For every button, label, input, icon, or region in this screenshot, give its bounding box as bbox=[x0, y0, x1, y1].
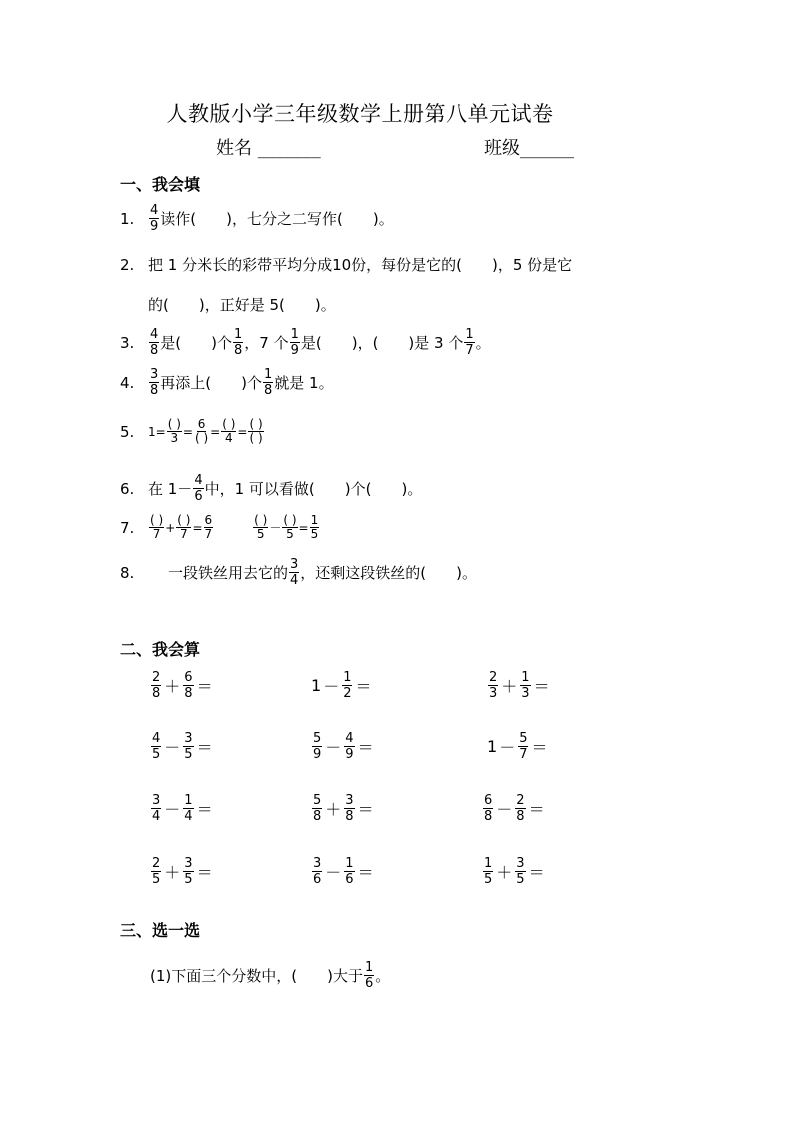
denominator-blank: ( ) bbox=[194, 431, 209, 445]
plus-sign: ＋ bbox=[325, 800, 342, 819]
fraction bbox=[483, 793, 493, 824]
numerator: 3 bbox=[152, 793, 161, 808]
numerator: 1 bbox=[484, 856, 493, 871]
calc-item bbox=[487, 731, 550, 762]
denominator: 5 bbox=[184, 872, 193, 887]
fraction bbox=[282, 514, 297, 541]
question-number: 3. bbox=[120, 333, 135, 352]
denominator: 7 bbox=[180, 527, 188, 541]
fraction bbox=[233, 327, 243, 358]
numerator: 3 bbox=[184, 856, 193, 871]
equals-sign: = bbox=[210, 424, 221, 439]
numerator-blank: ( ) bbox=[249, 417, 263, 431]
calc-item bbox=[482, 793, 547, 824]
numerator: 4 bbox=[194, 473, 203, 488]
question-3 bbox=[120, 327, 491, 358]
fraction bbox=[221, 418, 236, 445]
numerator-blank: ( ) bbox=[177, 513, 191, 527]
numerator: 6 bbox=[197, 417, 206, 431]
calc-item bbox=[150, 670, 215, 701]
fraction bbox=[344, 856, 354, 887]
denominator: 4 bbox=[290, 573, 299, 588]
calc-item bbox=[150, 731, 215, 762]
denominator: 8 bbox=[234, 343, 243, 358]
denominator: 5 bbox=[516, 872, 525, 887]
calc-item bbox=[150, 856, 215, 887]
fraction bbox=[149, 367, 159, 398]
question-text: (1)下面三个分数中，( )大于 bbox=[150, 967, 363, 985]
fraction bbox=[464, 327, 474, 358]
calc-item bbox=[311, 731, 376, 762]
minus-sign: － bbox=[269, 521, 282, 535]
fraction bbox=[515, 856, 525, 887]
numerator: 2 bbox=[152, 670, 161, 685]
fraction bbox=[183, 731, 193, 762]
numerator: 3 bbox=[345, 793, 354, 808]
section-heading-choose: 三、选一选 bbox=[120, 921, 201, 940]
equals-sign: ＝ bbox=[357, 738, 374, 757]
fraction bbox=[290, 327, 300, 358]
numerator: 3 bbox=[290, 557, 299, 572]
fraction bbox=[183, 793, 193, 824]
question-text: 是( )个 bbox=[160, 334, 232, 352]
numerator-blank: ( ) bbox=[222, 417, 236, 431]
fraction bbox=[344, 793, 354, 824]
denominator: 8 bbox=[484, 809, 493, 824]
denominator: 9 bbox=[313, 747, 322, 762]
fraction bbox=[310, 514, 320, 541]
number: 1 bbox=[487, 737, 498, 756]
question-2 bbox=[120, 254, 572, 275]
denominator-blank: ( ) bbox=[249, 431, 263, 445]
section-heading-fill: 一、我会填 bbox=[120, 175, 201, 194]
calc-item bbox=[150, 793, 215, 824]
minus-sign: － bbox=[164, 800, 181, 819]
denominator: 7 bbox=[465, 343, 474, 358]
fraction bbox=[253, 514, 268, 541]
denominator: 5 bbox=[484, 872, 493, 887]
numerator: 3 bbox=[184, 731, 193, 746]
denominator: 5 bbox=[152, 747, 161, 762]
equals-sign: ＝ bbox=[355, 677, 372, 696]
page-title: 人教版小学三年级数学上册第八单元试卷 bbox=[166, 102, 554, 126]
denominator: 9 bbox=[290, 343, 299, 358]
fraction bbox=[151, 793, 161, 824]
denominator: 8 bbox=[264, 383, 273, 398]
numerator: 4 bbox=[345, 731, 354, 746]
choice-question-1 bbox=[150, 960, 390, 991]
fraction bbox=[483, 856, 493, 887]
question-text: ，7 个 bbox=[244, 334, 289, 352]
calc-item bbox=[311, 856, 376, 887]
numerator: 2 bbox=[516, 793, 525, 808]
equals-sign: = bbox=[237, 424, 248, 439]
question-7 bbox=[120, 514, 320, 541]
denominator: 5 bbox=[286, 527, 294, 541]
question-number: 1. bbox=[120, 209, 135, 228]
question-8 bbox=[120, 557, 477, 588]
section-heading-calc: 二、我会算 bbox=[120, 640, 201, 659]
equals-sign: = bbox=[192, 520, 203, 535]
equals-sign: ＝ bbox=[357, 800, 374, 819]
denominator: 4 bbox=[184, 809, 193, 824]
numerator: 1 bbox=[343, 670, 352, 685]
denominator: 7 bbox=[152, 527, 161, 541]
denominator: 8 bbox=[150, 343, 159, 358]
equals-sign: ＝ bbox=[528, 863, 545, 882]
minus-sign: － bbox=[325, 863, 342, 882]
denominator: 4 bbox=[224, 431, 233, 445]
question-text: 一段铁丝用去它的 bbox=[168, 564, 289, 582]
numerator: 1 bbox=[264, 367, 273, 382]
numerator: 2 bbox=[152, 856, 161, 871]
equals-sign: ＝ bbox=[533, 677, 550, 696]
fraction bbox=[183, 856, 193, 887]
denominator: 8 bbox=[516, 809, 525, 824]
numerator: 1 bbox=[345, 856, 354, 871]
fraction bbox=[364, 960, 374, 991]
class-field: 班级______ bbox=[484, 138, 574, 159]
question-number: 5. bbox=[120, 422, 135, 441]
equals-sign: = bbox=[298, 520, 309, 535]
equals-sign: ＝ bbox=[357, 863, 374, 882]
fraction bbox=[149, 514, 164, 541]
numerator: 4 bbox=[152, 731, 161, 746]
denominator: 5 bbox=[184, 747, 193, 762]
calc-item bbox=[482, 856, 547, 887]
denominator: 5 bbox=[152, 872, 161, 887]
question-number: 7. bbox=[120, 518, 135, 537]
denominator: 6 bbox=[194, 489, 203, 504]
fraction bbox=[312, 731, 322, 762]
denominator: 3 bbox=[170, 431, 179, 445]
question-text: 。 bbox=[475, 334, 491, 352]
number: 1 bbox=[311, 676, 322, 695]
fraction bbox=[204, 514, 214, 541]
denominator: 5 bbox=[256, 527, 265, 541]
question-text: 把 1 分米长的彩带平均分成10份，每份是它的( )，5 份是它 bbox=[148, 256, 573, 274]
numerator-blank: ( ) bbox=[150, 513, 164, 527]
minus-sign: － bbox=[325, 738, 342, 757]
numerator: 5 bbox=[519, 731, 528, 746]
question-1 bbox=[120, 203, 394, 234]
question-text: 1= bbox=[148, 424, 166, 439]
numerator-blank: ( ) bbox=[283, 513, 297, 527]
denominator: 2 bbox=[343, 686, 352, 701]
fraction bbox=[149, 203, 159, 234]
equals-sign: ＝ bbox=[196, 738, 213, 757]
question-text: 就是 1。 bbox=[274, 374, 334, 392]
denominator: 3 bbox=[521, 686, 530, 701]
plus-sign: ＋ bbox=[164, 677, 181, 696]
fraction bbox=[248, 418, 263, 445]
question-text: 是( )，( )是 3 个 bbox=[300, 334, 464, 352]
question-number: 4. bbox=[120, 373, 135, 392]
question-text: 在 1－ bbox=[148, 480, 193, 498]
denominator: 8 bbox=[313, 809, 322, 824]
fraction bbox=[515, 793, 525, 824]
numerator: 1 bbox=[310, 513, 319, 527]
denominator: 6 bbox=[345, 872, 354, 887]
numerator: 1 bbox=[290, 327, 299, 342]
numerator: 6 bbox=[484, 793, 493, 808]
plus-sign: ＋ bbox=[501, 677, 518, 696]
minus-sign: － bbox=[499, 738, 516, 757]
numerator: 3 bbox=[150, 367, 159, 382]
question-number: 2. bbox=[120, 255, 135, 274]
calc-item bbox=[311, 793, 376, 824]
equals-sign: ＝ bbox=[531, 738, 548, 757]
plus-sign: + bbox=[165, 520, 176, 535]
numerator: 4 bbox=[150, 327, 159, 342]
numerator-blank: ( ) bbox=[254, 513, 268, 527]
question-text: 的( )，正好是 5( )。 bbox=[148, 296, 336, 314]
numerator: 1 bbox=[465, 327, 474, 342]
minus-sign: － bbox=[496, 800, 513, 819]
question-number: 8. bbox=[120, 563, 135, 582]
question-text: 再添上( )个 bbox=[160, 374, 262, 392]
numerator: 1 bbox=[364, 960, 374, 975]
denominator: 5 bbox=[310, 527, 319, 541]
numerator: 5 bbox=[313, 731, 322, 746]
equals-sign: = bbox=[182, 424, 193, 439]
name-field: 姓名 _______ bbox=[216, 138, 321, 159]
equals-sign: ＝ bbox=[196, 863, 213, 882]
fraction bbox=[289, 557, 299, 588]
numerator: 3 bbox=[516, 856, 525, 871]
numerator: 1 bbox=[234, 327, 243, 342]
question-text: ，还剩这段铁丝的( )。 bbox=[300, 564, 478, 582]
fraction bbox=[263, 367, 273, 398]
fraction bbox=[151, 856, 161, 887]
fraction bbox=[167, 418, 182, 445]
calc-item bbox=[487, 670, 552, 701]
question-6 bbox=[120, 473, 422, 504]
equals-sign: ＝ bbox=[196, 800, 213, 819]
denominator: 8 bbox=[150, 383, 159, 398]
numerator: 1 bbox=[184, 793, 193, 808]
denominator: 9 bbox=[345, 747, 354, 762]
question-number: 6. bbox=[120, 479, 135, 498]
equals-sign: ＝ bbox=[196, 677, 213, 696]
denominator: 8 bbox=[184, 686, 193, 701]
numerator: 3 bbox=[313, 856, 322, 871]
question-text: 读作( )，七分之二写作( )。 bbox=[160, 210, 394, 228]
numerator: 6 bbox=[204, 513, 213, 527]
fraction bbox=[151, 670, 161, 701]
fraction bbox=[149, 327, 159, 358]
equals-sign: ＝ bbox=[528, 800, 545, 819]
denominator: 6 bbox=[364, 976, 374, 991]
numerator: 1 bbox=[521, 670, 530, 685]
question-4 bbox=[120, 367, 334, 398]
numerator: 5 bbox=[313, 793, 322, 808]
fraction bbox=[183, 670, 193, 701]
question-2-line-2 bbox=[148, 294, 336, 315]
fraction bbox=[342, 670, 352, 701]
fraction bbox=[520, 670, 530, 701]
minus-sign: － bbox=[164, 738, 181, 757]
denominator: 4 bbox=[152, 809, 161, 824]
denominator: 6 bbox=[313, 872, 322, 887]
calc-item bbox=[311, 670, 374, 701]
denominator: 8 bbox=[152, 686, 161, 701]
fraction bbox=[193, 473, 203, 504]
question-text: 中，1 可以看做( )个( )。 bbox=[204, 480, 423, 498]
fraction bbox=[194, 418, 209, 445]
fraction bbox=[518, 731, 528, 762]
fraction bbox=[312, 856, 322, 887]
numerator: 6 bbox=[184, 670, 193, 685]
minus-sign: － bbox=[323, 677, 340, 696]
fraction bbox=[312, 793, 322, 824]
denominator: 8 bbox=[345, 809, 354, 824]
plus-sign: ＋ bbox=[496, 863, 513, 882]
denominator: 7 bbox=[519, 747, 528, 762]
denominator: 7 bbox=[204, 527, 213, 541]
denominator: 3 bbox=[489, 686, 498, 701]
fraction bbox=[344, 731, 354, 762]
plus-sign: ＋ bbox=[164, 863, 181, 882]
numerator: 2 bbox=[489, 670, 498, 685]
fraction bbox=[488, 670, 498, 701]
numerator-blank: ( ) bbox=[167, 417, 181, 431]
fraction bbox=[176, 514, 191, 541]
question-5 bbox=[120, 418, 265, 445]
numerator: 4 bbox=[150, 203, 159, 218]
question-text: 。 bbox=[375, 967, 391, 985]
fraction bbox=[151, 731, 161, 762]
denominator: 9 bbox=[150, 219, 159, 234]
